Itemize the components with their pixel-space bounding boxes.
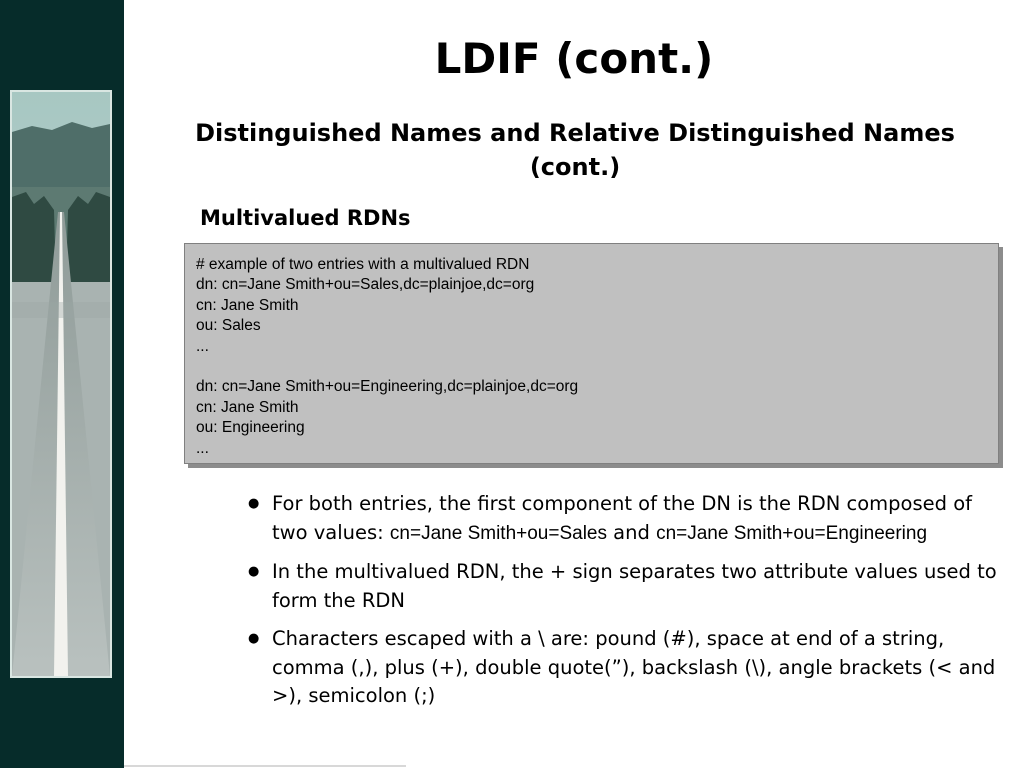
bullet-code: cn=Jane Smith+ou=Sales bbox=[389, 522, 607, 544]
code-line: ou: Engineering bbox=[196, 419, 305, 437]
bullet-item bbox=[248, 625, 1008, 711]
bullet-text: Characters escaped with a \ are: pound (#), space at end of a string, comma (,), plus (+), double quote(”), backslash (\), angle brackets (< and >), semicolon (;) bbox=[272, 627, 996, 707]
code-line: # example of two entries with a multivalued RDN bbox=[196, 256, 530, 273]
footer-divider bbox=[124, 765, 406, 767]
code-line: ... bbox=[196, 337, 209, 355]
bullet-text: and bbox=[606, 520, 657, 544]
slide-subtitle: Distinguished Names and Relative Distinguished Names (cont.) bbox=[195, 119, 955, 181]
slide-title: LDIF (cont.) bbox=[434, 34, 714, 83]
bullet-item bbox=[248, 490, 1008, 548]
bullet-text: For both entries, the first component of the DN is the RDN composed of two values: bbox=[272, 492, 972, 544]
bullet-icon: ● bbox=[248, 631, 260, 646]
code-line: ... bbox=[196, 439, 209, 457]
road-photo bbox=[10, 90, 112, 678]
road-image bbox=[12, 92, 110, 676]
ldif-code-box bbox=[184, 243, 999, 464]
code-line: cn: Jane Smith bbox=[196, 398, 299, 416]
bullet-icon: ● bbox=[248, 496, 260, 511]
bullet-item bbox=[248, 558, 1008, 615]
bullet-icon: ● bbox=[248, 564, 260, 579]
bullet-code: cn=Jane Smith+ou=Engineering bbox=[656, 522, 928, 544]
code-line: ou: Sales bbox=[196, 317, 261, 335]
section-heading: Multivalued RDNs bbox=[200, 206, 411, 230]
left-decorative-band bbox=[0, 0, 124, 768]
code-line: cn: Jane Smith bbox=[196, 296, 299, 314]
code-line: dn: cn=Jane Smith+ou=Sales,dc=plainjoe,dc=org bbox=[196, 276, 535, 294]
bullet-list bbox=[248, 490, 1008, 721]
code-line: dn: cn=Jane Smith+ou=Engineering,dc=plainjoe,dc=org bbox=[196, 378, 579, 396]
bullet-text: In the multivalued RDN, the + sign separates two attribute values used to form the RDN bbox=[272, 560, 997, 612]
code-line bbox=[196, 357, 998, 377]
